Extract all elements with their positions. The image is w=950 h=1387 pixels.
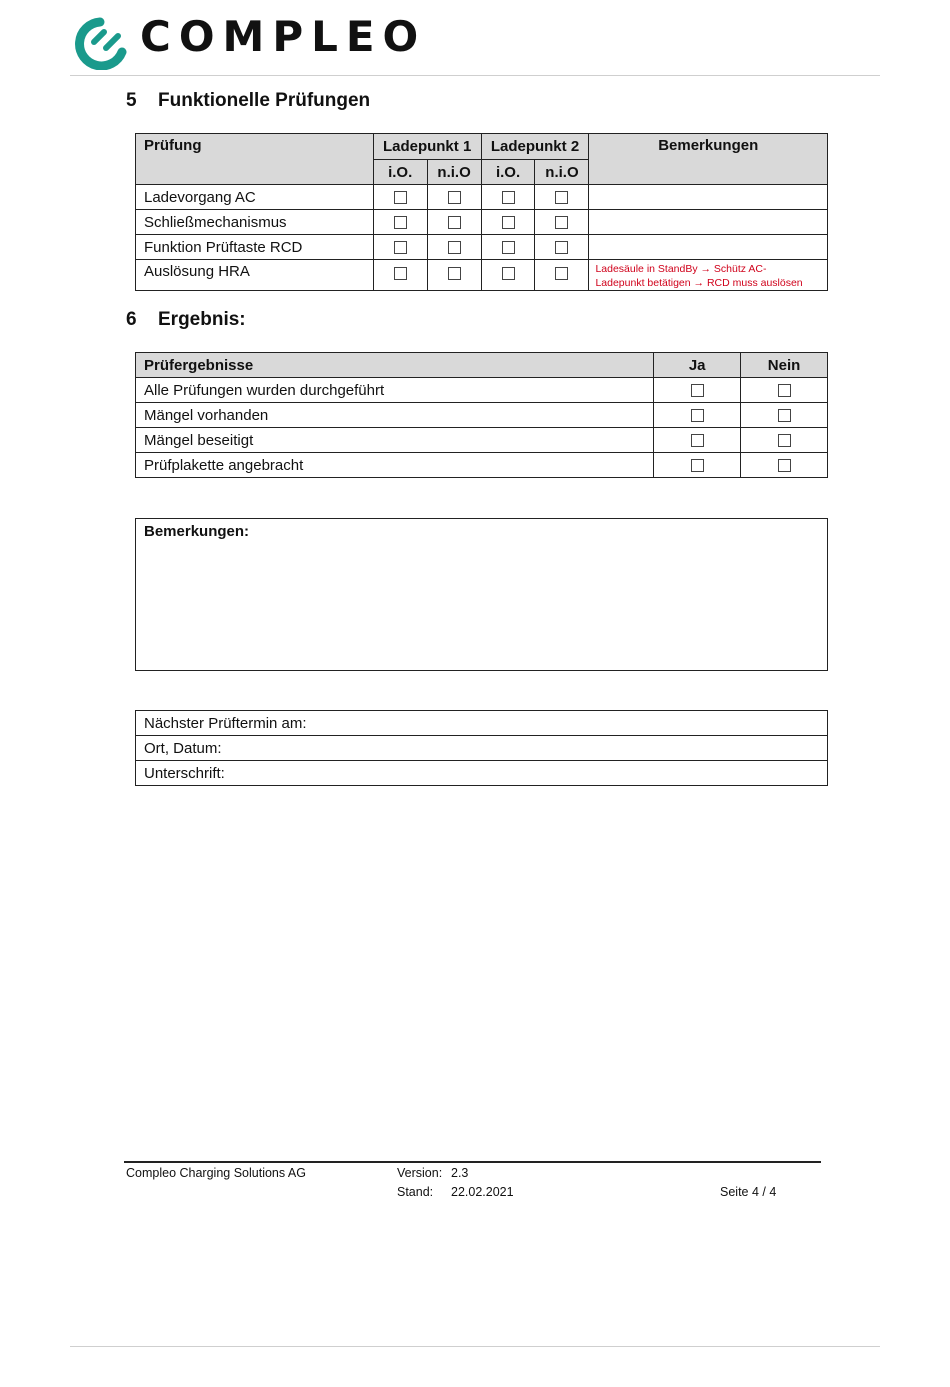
row-label: Prüfplakette angebracht xyxy=(136,453,654,478)
row-label: Funktion Prüftaste RCD xyxy=(136,235,374,260)
row-label: Auslösung HRA xyxy=(136,260,374,291)
section-6-heading xyxy=(126,309,246,331)
checkbox-ja[interactable] xyxy=(691,409,704,422)
remarks-field[interactable] xyxy=(135,518,828,671)
table-row xyxy=(136,403,828,428)
place-date-field[interactable]: Ort, Datum: xyxy=(136,736,828,761)
checkbox-ja[interactable] xyxy=(691,434,704,447)
footer-version: 2.3 xyxy=(451,1166,469,1180)
header-lp1-io: i.O. xyxy=(373,160,427,185)
header-divider xyxy=(70,75,880,76)
checkbox-lp2-nio[interactable] xyxy=(555,191,568,204)
results-table xyxy=(135,352,828,478)
row-label: Mängel beseitigt xyxy=(136,428,654,453)
checkbox-nein[interactable] xyxy=(778,384,791,397)
checkbox-ja[interactable] xyxy=(691,459,704,472)
checkbox-lp1-nio[interactable] xyxy=(448,216,461,229)
checkbox-nein[interactable] xyxy=(778,409,791,422)
row-label: Alle Prüfungen wurden durchgeführt xyxy=(136,378,654,403)
table-row[interactable] xyxy=(136,711,828,736)
checkbox-nein[interactable] xyxy=(778,434,791,447)
page-bottom-divider xyxy=(70,1346,880,1347)
header-pruefung: Prüfung xyxy=(136,134,374,185)
section-5-number: 5 xyxy=(126,90,137,111)
row-remark-cell xyxy=(589,210,828,235)
row-remark-cell xyxy=(589,235,828,260)
table-row xyxy=(136,185,828,210)
footer-divider xyxy=(124,1161,821,1163)
header-ladepunkt-1: Ladepunkt 1 xyxy=(373,134,481,160)
row-label: Ladevorgang AC xyxy=(136,185,374,210)
checkbox-lp1-io[interactable] xyxy=(394,191,407,204)
checkbox-lp2-io[interactable] xyxy=(502,267,515,280)
table-row xyxy=(136,378,828,403)
next-inspection-field[interactable]: Nächster Prüftermin am: xyxy=(136,711,828,736)
footer-stand-label: Stand: xyxy=(397,1185,434,1199)
checkbox-lp1-nio[interactable] xyxy=(448,191,461,204)
checkbox-lp1-io[interactable] xyxy=(394,267,407,280)
checkbox-lp2-nio[interactable] xyxy=(555,241,568,254)
row-remark-note xyxy=(589,260,828,291)
signature-field[interactable]: Unterschrift: xyxy=(136,761,828,786)
remark-note-line-2: Ladepunkt betätigen → RCD muss auslösen xyxy=(595,277,803,289)
row-label: Schließmechanismus xyxy=(136,210,374,235)
table-row xyxy=(136,210,828,235)
table-row xyxy=(136,235,828,260)
header-lp2-io: i.O. xyxy=(481,160,535,185)
checkbox-lp2-io[interactable] xyxy=(502,191,515,204)
remark-note-line-1: Ladesäule in StandBy → Schütz AC- xyxy=(595,263,767,275)
section-6-number: 6 xyxy=(126,309,137,330)
header-lp2-nio: n.i.O xyxy=(535,160,589,185)
footer-page-number: Seite 4 / 4 xyxy=(720,1185,777,1199)
footer-stand: 22.02.2021 xyxy=(451,1185,514,1199)
checkbox-lp1-nio[interactable] xyxy=(448,241,461,254)
checkbox-lp1-io[interactable] xyxy=(394,216,407,229)
table-row xyxy=(136,453,828,478)
checkbox-lp2-nio[interactable] xyxy=(555,216,568,229)
checkbox-lp1-nio[interactable] xyxy=(448,267,461,280)
table-row[interactable] xyxy=(136,736,828,761)
table-row xyxy=(136,260,828,291)
checkbox-lp2-nio[interactable] xyxy=(555,267,568,280)
section-5-heading xyxy=(126,90,370,112)
functional-tests-table xyxy=(135,133,828,291)
table-row xyxy=(136,428,828,453)
header-lp1-nio: n.i.O xyxy=(427,160,481,185)
header-ja: Ja xyxy=(654,353,741,378)
table-row[interactable] xyxy=(136,761,828,786)
checkbox-lp2-io[interactable] xyxy=(502,241,515,254)
brand-wordmark: COMPLEO xyxy=(140,12,427,61)
footer-version-label: Version: xyxy=(397,1166,443,1180)
header-pruefergebnisse: Prüfergebnisse xyxy=(136,353,654,378)
row-remark-cell xyxy=(589,185,828,210)
checkbox-lp1-io[interactable] xyxy=(394,241,407,254)
header-ladepunkt-2: Ladepunkt 2 xyxy=(481,134,589,160)
section-6-title: Ergebnis: xyxy=(158,309,246,330)
signature-table xyxy=(135,710,828,786)
checkbox-ja[interactable] xyxy=(691,384,704,397)
header-bemerkungen: Bemerkungen xyxy=(589,134,828,185)
header-nein: Nein xyxy=(741,353,828,378)
section-5-title: Funktionelle Prüfungen xyxy=(158,90,371,111)
row-label: Mängel vorhanden xyxy=(136,403,654,428)
remarks-label: Bemerkungen: xyxy=(144,523,250,540)
footer-company: Compleo Charging Solutions AG xyxy=(126,1166,306,1180)
checkbox-lp2-io[interactable] xyxy=(502,216,515,229)
checkbox-nein[interactable] xyxy=(778,459,791,472)
